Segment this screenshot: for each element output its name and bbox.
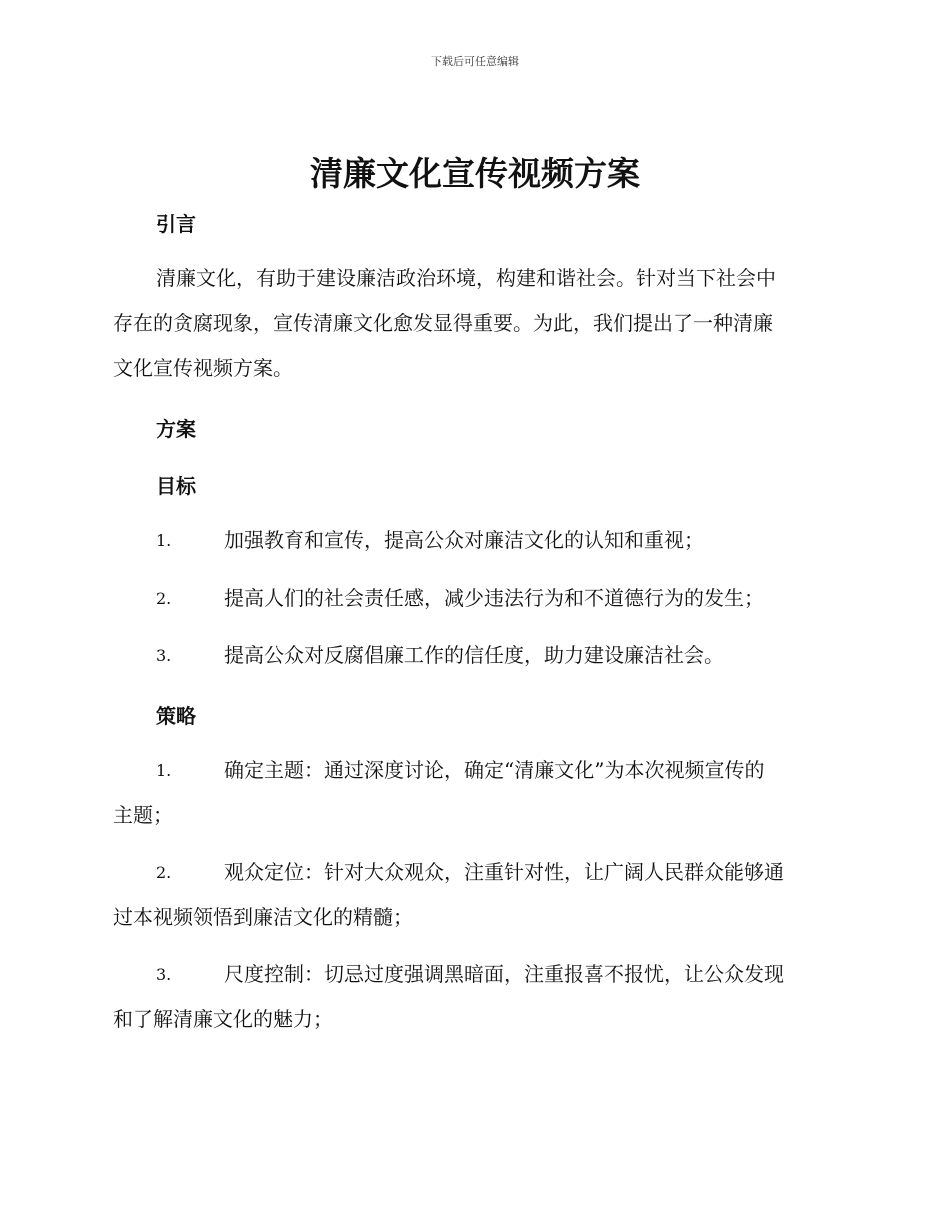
strategy-text-continued: 过本视频领悟到廉洁文化的精髓；	[113, 905, 413, 929]
strategy-heading: 策略	[156, 704, 196, 728]
list-number: 2.	[156, 863, 172, 882]
intro-line: 存在的贪腐现象，宣传清廉文化愈发显得重要。为此，我们提出了一种清廉	[113, 311, 773, 335]
plan-heading: 方案	[156, 417, 196, 441]
strategy-text-continued: 和了解清廉文化的魅力；	[113, 1007, 333, 1031]
document-title: 清廉文化宣传视频方案	[310, 154, 640, 193]
intro-line: 文化宣传视频方案。	[113, 356, 293, 380]
goals-heading: 目标	[156, 474, 196, 498]
list-number: 1.	[156, 761, 172, 780]
intro-paragraph	[113, 256, 833, 391]
list-number: 3.	[156, 646, 172, 665]
list-number: 2.	[156, 589, 172, 608]
strategy-text-continued: 主题；	[113, 803, 173, 827]
goal-text: 提高人们的社会责任感，减少违法行为和不道德行为的发生；	[224, 586, 764, 610]
list-number: 3.	[156, 965, 172, 984]
header-note: 下载后可任意编辑	[431, 55, 519, 68]
goal-item	[113, 633, 833, 678]
strategy-item	[113, 952, 833, 1042]
strategy-text: 尺度控制：切忌过度强调黑暗面，注重报喜不报忧，让公众发现	[224, 962, 784, 986]
intro-line: 清廉文化，有助于建设廉洁政治环境，构建和谐社会。针对当下社会中	[156, 266, 776, 290]
list-number: 1.	[156, 531, 172, 550]
goal-item	[113, 576, 833, 621]
goal-text: 加强教育和宣传，提高公众对廉洁文化的认知和重视；	[224, 528, 704, 552]
strategy-text: 确定主题：通过深度讨论，确定“清廉文化”为本次视频宣传的	[224, 758, 765, 782]
strategy-text: 观众定位：针对大众观众，注重针对性，让广阔人民群众能够通	[224, 860, 784, 884]
goal-item	[113, 518, 833, 563]
goal-text: 提高公众对反腐倡廉工作的信任度，助力建设廉洁社会。	[224, 643, 724, 667]
strategy-item	[113, 748, 833, 838]
strategy-item	[113, 850, 833, 940]
intro-heading: 引言	[156, 212, 196, 236]
